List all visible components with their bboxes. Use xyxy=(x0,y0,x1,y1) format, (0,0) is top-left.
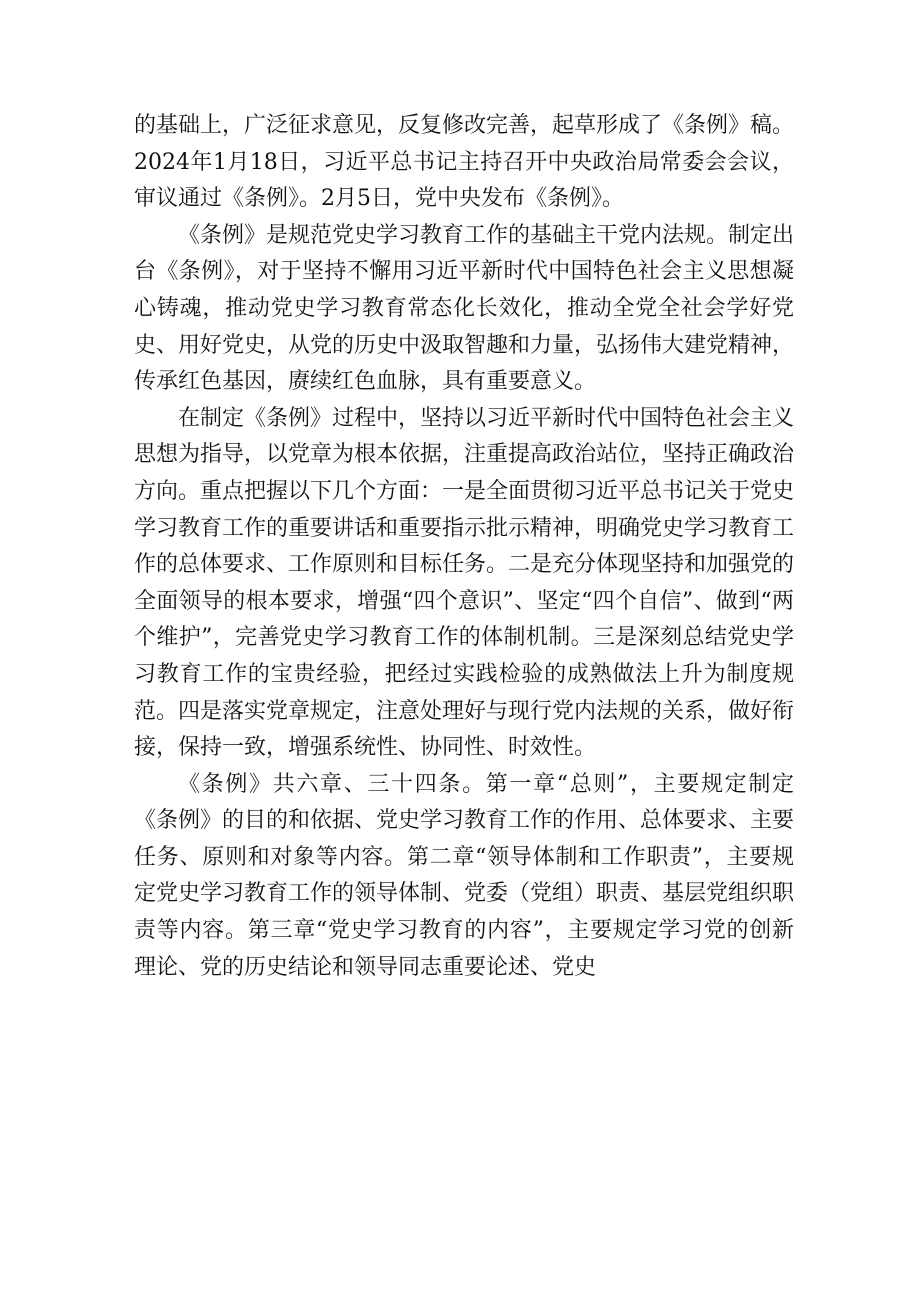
paragraph-3: 在制定《条例》过程中，坚持以习近平新时代中国特色社会主义思想为指导，以党章为根本依据，注重提高政治站位，坚持正确政治方向。重点把握以下几个方面：一是全面贯彻习近平总书记关于党史学习教育工作的重要讲话和重要指示批示精神，明确党史学习教育工作的总体要求、工作原则和目标任务。二是充分体现坚持和加强党的全面领导的根本要求，增强“四个意识”、坚定“四个自信”、做到“两个维护”，完善党史学习教育工作的体制机制。三是深刻总结党史学习教育工作的宝贵经验，把经过实践检验的成熟做法上升为制度规范。四是落实党章规定，注意处理好与现行党内法规的关系，做好衔接，保持一致，增强系统性、协同性、时效性。 xyxy=(134,405,795,761)
paragraph-2: 《条例》是规范党史学习教育工作的基础主干党内法规。制定出台《条例》，对于坚持不懈用习近平新时代中国特色社会主义思想凝心铸魂，推动党史学习教育常态化长效化，推动全党全社会学好党史、用好党史，从党的历史中汲取智趣和力量，弘扬伟大建党精神，传承红色基因，赓续红色血脉，具有重要意义。 xyxy=(134,222,795,395)
paragraph-1: 的基础上，广泛征求意见，反复修改完善，起草形成了《条例》稿。2024年1月18日，习近平总书记主持召开中央政治局常委会会议，审议通过《条例》。2月5日，党中央发布《条例》。 xyxy=(134,113,795,212)
document-body xyxy=(134,108,794,986)
paragraph-4: 《条例》共六章、三十四条。第一章“总则”，主要规定制定《条例》的目的和依据、党史学习教育工作的作用、总体要求、主要任务、原则和对象等内容。第二章“领导体制和工作职责”，主要规定党史学习教育工作的领导体制、党委（党组）职责、基层党组织职责等内容。第三章“党史学习教育的内容”，主要规定学习党的创新理论、党的历史结论和领导同志重要论述、党史 xyxy=(134,771,795,980)
